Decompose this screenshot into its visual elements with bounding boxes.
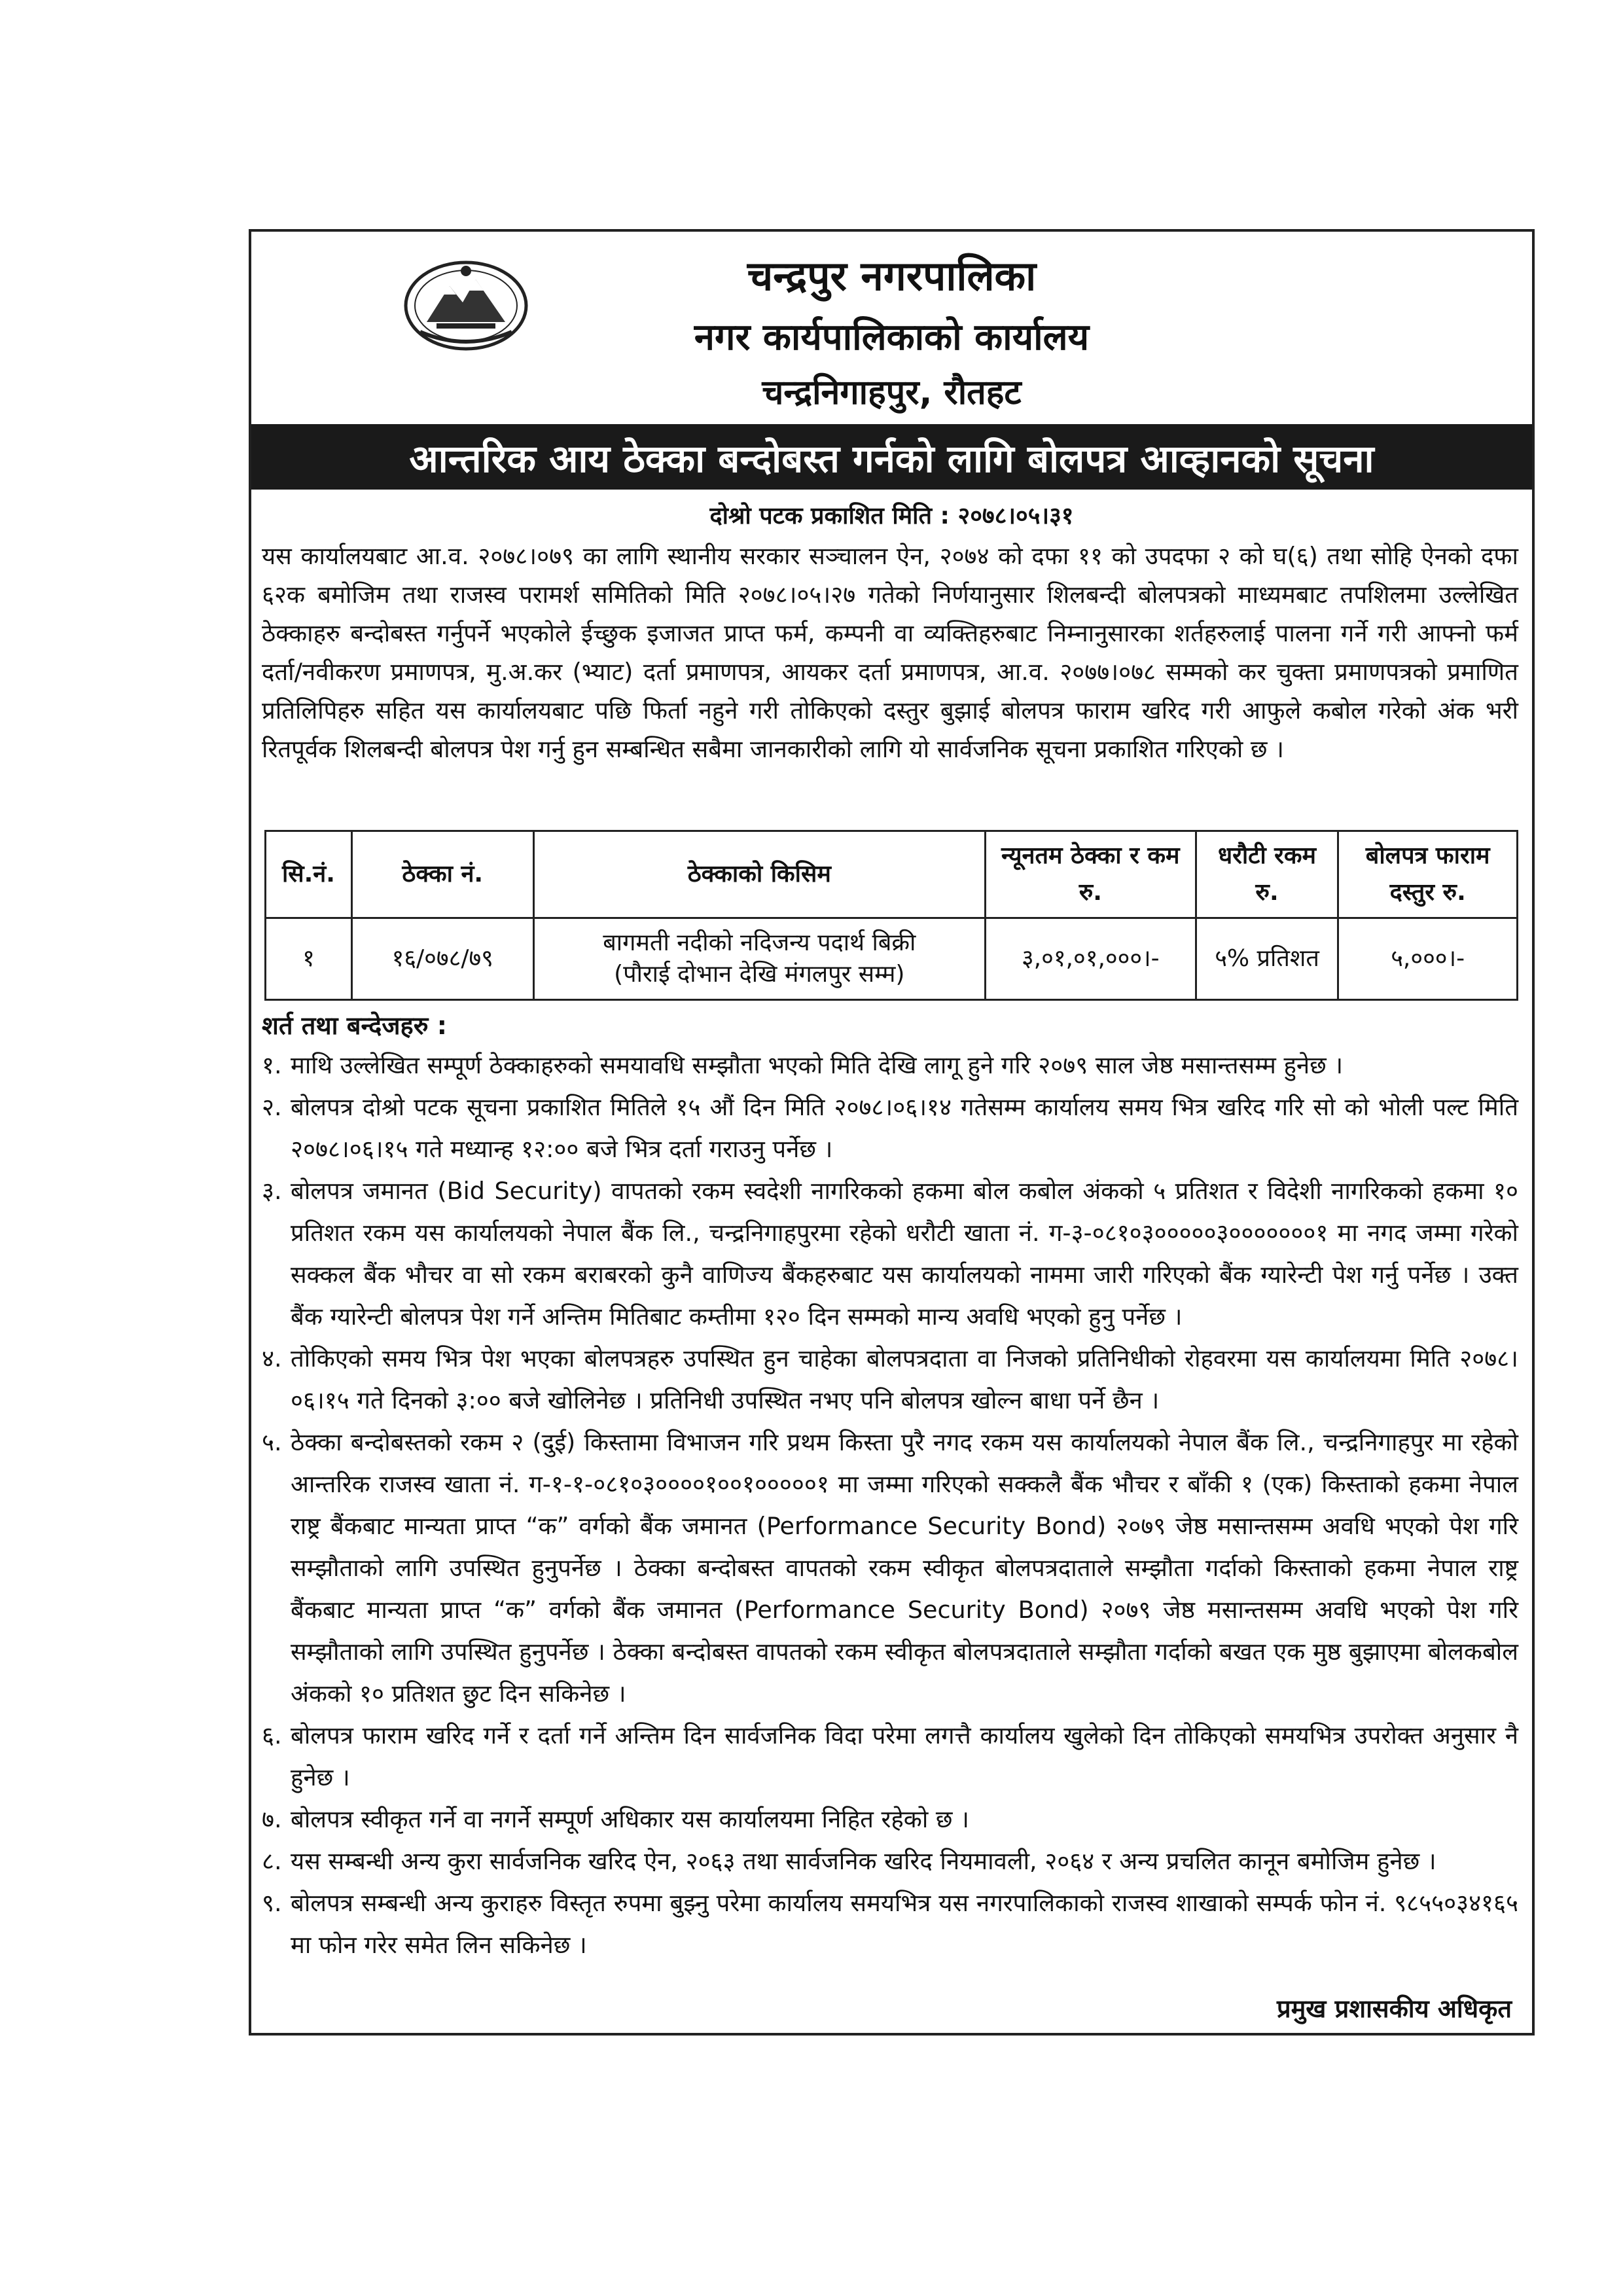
conditions-title: शर्त तथा बन्देजहरु : bbox=[262, 1011, 447, 1040]
col-header-min-amount: न्यूनतम ठेक्का र कम रु. bbox=[985, 831, 1196, 918]
list-item bbox=[262, 1715, 1518, 1799]
list-item bbox=[262, 1840, 1518, 1882]
condition-text: ठेक्का बन्दोबस्तको रकम २ (दुई) किस्तामा विभाजन गरि प्रथम किस्ता पुरै नगद रकम यस कार्यालयको नेपाल बैंक लि., चन्द्रनिगाहपुर मा रहेको आन्तरिक राजस्व खाता नं. ग-१-१-०८१०३००००१००१०००००१ मा जम्मा गरिएको सक्कलै बैंक भौचर र बाँकी १ (एक) किस्ताको हकमा नेपाल राष्ट्र बैंकबाट मान्यता प्राप्त “क” वर्गको बैंक जमानत (Performance Security Bond) २०७९ जेष्ठ मसान्तसम्म अवधि भएको पेश गरि सम्झौताको लागि उपस्थित हुनुपर्नेछ । ठेक्का बन्दोबस्त वापतको रकम स्वीकृत बोलपत्रदाताले सम्झौता गर्दाको किस्ताको हकमा नेपाल राष्ट्र बैंकबाट मान्यता प्राप्त “क” वर्गको बैंक जमानत (Performance Security Bond) २०७९ जेष्ठ मसान्तसम्म अवधि भएको पेश गरि सम्झौताको लागि उपस्थित हुनुपर्नेछ । ठेक्का बन्दोबस्त वापतको रकम स्वीकृत बोलपत्रदाताले सम्झौता गर्दाको बखत एक मुष्ठ बुझाएमा बोलकबोल अंकको १० प्रतिशत छुट दिन सकिनेछ । bbox=[291, 1428, 1518, 1708]
cell-sn: १ bbox=[266, 918, 352, 1000]
conditions-list bbox=[262, 1045, 1518, 1966]
contract-type-line2: (पौराई दोभान देखि मंगलपुर सम्म) bbox=[614, 961, 905, 988]
list-item bbox=[262, 1086, 1518, 1170]
cell-form-fee: ५,०००।- bbox=[1338, 918, 1518, 1000]
col-header-contract-type: ठेक्काको किसिम bbox=[533, 831, 985, 918]
condition-text: बोलपत्र फाराम खरिद गर्ने र दर्ता गर्ने अन्तिम दिन सार्वजनिक विदा परेमा लगत्तै कार्यालय खुलेको दिन तोकिएको समयभित्र उपरोक्त अनुसार नै हुनेछ । bbox=[291, 1721, 1518, 1791]
list-item bbox=[262, 1422, 1518, 1715]
org-name: चन्द्रपुर नगरपालिका bbox=[747, 252, 1037, 300]
condition-number: ५. bbox=[262, 1428, 282, 1456]
condition-number: १. bbox=[262, 1051, 282, 1079]
list-item bbox=[262, 1045, 1518, 1086]
office-name: नगर कार्यपालिकाको कार्यालय bbox=[694, 316, 1090, 359]
condition-text: तोकिएको समय भित्र पेश भएका बोलपत्रहरु उपस्थित हुन चाहेका बोलपत्रदाता वा निजको प्रतिनिधीको रोहवरमा यस कार्यालयमा मिति २०७८।०६।१५ गते दिनको ३:०० बजे खोलिनेछ । प्रतिनिधी उपस्थित नभए पनि बोलपत्र खोल्न बाधा पर्ने छैन । bbox=[291, 1344, 1518, 1414]
office-address: चन्द्रनिगाहपुर, रौतहट bbox=[762, 373, 1022, 412]
list-item bbox=[262, 1882, 1518, 1966]
cell-min-amount: ३,०१,०१,०००।- bbox=[985, 918, 1196, 1000]
condition-number: ९. bbox=[262, 1889, 282, 1917]
condition-text: माथि उल्लेखित सम्पूर्ण ठेक्काहरुको समयावधि सम्झौता भएको मिति देखि लागू हुने गरि २०७९ साल जेष्ठ मसान्तसम्म हुनेछ । bbox=[291, 1051, 1344, 1079]
condition-text: बोलपत्र सम्बन्धी अन्य कुराहरु विस्तृत रुपमा बुझ्नु परेमा कार्यालय समयभित्र यस नगरपालिकाको राजस्व शाखाको सम्पर्क फोन नं. ९८५५०३४१६५ मा फोन गरेर समेत लिन सकिनेछ । bbox=[291, 1889, 1518, 1959]
condition-text: यस सम्बन्धी अन्य कुरा सार्वजनिक खरिद ऐन, २०६३ तथा सार्वजनिक खरिद नियमावली, २०६४ र अन्य प्रचलित कानून बमोजिम हुनेछ । bbox=[291, 1847, 1436, 1875]
cell-deposit: ५% प्रतिशत bbox=[1196, 918, 1338, 1000]
list-item bbox=[262, 1799, 1518, 1840]
condition-text: बोलपत्र जमानत (Bid Security) वापतको रकम स्वदेशी नागरिकको हकमा बोल कबोल अंकको ५ प्रतिशत र विदेशी नागरिकको हकमा १० प्रतिशत रकम यस कार्यालयको नेपाल बैंक लि., चन्द्रनिगाहपुरमा रहेको धरौटी खाता नं. ग-३-०८१०३०००००३०००००००१ मा नगद जम्मा गरेको सक्कल बैंक भौचर वा सो रकम बराबरको कुनै वाणिज्य बैंकहरुबाट यस कार्यालयको नाममा जारी गरिएको बैंक ग्यारेन्टी पेश गर्नु पर्नेछ । उक्त बैंक ग्यारेन्टी बोलपत्र पेश गर्ने अन्तिम मितिबाट कम्तीमा १२० दिन सम्मको मान्य अवधि भएको हुनु पर्नेछ । bbox=[291, 1177, 1518, 1331]
condition-number: ६. bbox=[262, 1721, 282, 1749]
col-header-deposit: धरौटी रकम रु. bbox=[1196, 831, 1338, 918]
condition-number: ८. bbox=[262, 1847, 282, 1875]
col-header-form-fee: बोलपत्र फाराम दस्तुर रु. bbox=[1338, 831, 1518, 918]
condition-number: ३. bbox=[262, 1177, 282, 1205]
list-item bbox=[262, 1338, 1518, 1422]
contract-type-line1: बागमती नदीको नदिजन्य पदार्थ बिक्री bbox=[603, 929, 916, 956]
condition-number: ७. bbox=[262, 1805, 282, 1833]
cell-contract-type bbox=[533, 918, 985, 1000]
notice-title: आन्तरिक आय ठेक्का बन्दोबस्त गर्नको लागि बोलपत्र आव्हानको सूचना bbox=[251, 424, 1532, 490]
list-item bbox=[262, 1170, 1518, 1338]
intro-paragraph: यस कार्यालयबाट आ.व. २०७८।०७९ का लागि स्थानीय सरकार सञ्चालन ऐन, २०७४ को दफा ११ को उपदफा २ को घ(६) तथा सोहि ऐनको दफा ६२क बमोजिम तथा राजस्व परामर्श समितिको मिति २०७८।०५।२७ गतेको निर्णयानुसार शिलबन्दी बोलपत्रको माध्यमबाट तपशिलमा उल्लेखित ठेक्काहरु बन्दोबस्त गर्नुपर्ने भएकोले ईच्छुक इजाजत प्राप्त फर्म, कम्पनी वा व्यक्तिहरुबाट निम्नानुसारका शर्तहरुलाई पालना गर्ने गरी आफ्नो फर्म दर्ता/नवीकरण प्रमाणपत्र, मु.अ.कर (भ्याट) दर्ता प्रमाणपत्र, आयकर दर्ता प्रमाणपत्र, आ.व. २०७७।०७८ सम्मको कर चुक्ता प्रमाणपत्रको प्रमाणित प्रतिलिपिहरु सहित यस कार्यालयबाट पछि फिर्ता नहुने गरी तोकिएको दस्तुर बुझाई बोलपत्र फाराम खरिद गरी आफुले कबोल गरेको अंक भरी रितपूर्वक शिलबन्दी बोलपत्र पेश गर्नु हुन सम्बन्धित सबैमा जानकारीको लागि यो सार्वजनिक सूचना प्रकाशित गरिएको छ । bbox=[262, 542, 1518, 763]
table-row bbox=[266, 918, 1518, 1000]
signatory-title: प्रमुख प्रशासकीय अधिकृत bbox=[1276, 1994, 1512, 2023]
condition-text: बोलपत्र दोश्रो पटक सूचना प्रकाशित मितिले १५ औं दिन मिति २०७८।०६।१४ गतेसम्म कार्यालय समय भित्र खरिद गरि सो को भोली पल्ट मिति २०७८।०६।१५ गते मध्यान्ह १२:०० बजे भित्र दर्ता गराउनु पर्नेछ । bbox=[291, 1093, 1518, 1163]
condition-number: २. bbox=[262, 1093, 282, 1121]
publication-date: दोश्रो पटक प्रकाशित मिति : २०७८।०५।३१ bbox=[709, 503, 1074, 529]
tender-table bbox=[264, 830, 1518, 1001]
col-header-sn: सि.नं. bbox=[266, 831, 352, 918]
cell-contract-no: १६/०७८/७९ bbox=[351, 918, 533, 1000]
condition-number: ४. bbox=[262, 1344, 282, 1372]
col-header-contract-no: ठेक्का नं. bbox=[351, 831, 533, 918]
condition-text: बोलपत्र स्वीकृत गर्ने वा नगर्ने सम्पूर्ण अधिकार यस कार्यालयमा निहित रहेको छ । bbox=[291, 1805, 969, 1833]
table-header-row bbox=[266, 831, 1518, 918]
